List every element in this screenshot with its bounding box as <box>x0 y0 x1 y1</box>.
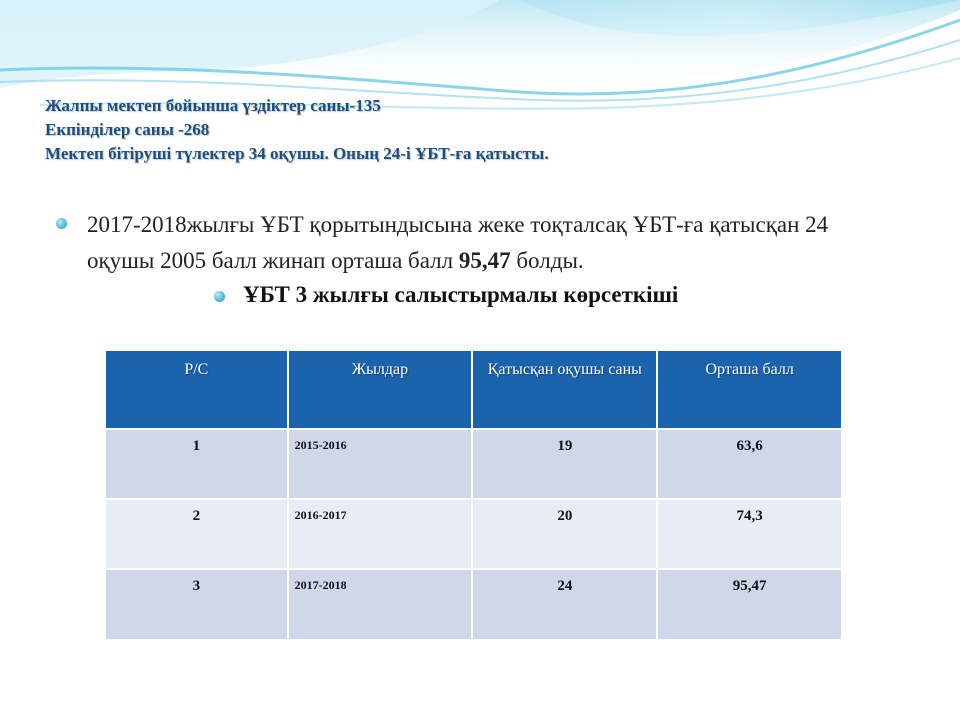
cell-number: 3 <box>106 569 288 639</box>
header-participants: Қатысқан оқушы саны <box>472 351 657 429</box>
paragraph-text-end: болды. <box>510 248 584 273</box>
average-score-highlight: 95,47 <box>458 248 511 273</box>
header-number: Р/С <box>106 351 288 429</box>
cell-number: 2 <box>106 499 288 569</box>
header-years: Жылдар <box>288 351 473 429</box>
graduates-info: Мектеп бітіруші түлектер 34 оқушы. Оның 24-і ҰБТ-ға қатысты. <box>45 144 549 163</box>
bullet-dot-icon <box>214 291 225 302</box>
cell-year: 2016-2017 <box>288 499 473 569</box>
cell-participants: 24 <box>472 569 657 639</box>
cell-average-score: 74,3 <box>657 499 841 569</box>
excellent-students-count: Жалпы мектеп бойынша үздіктер саны-135 <box>45 96 381 115</box>
table-header-row <box>106 351 841 429</box>
comparison-heading-text: ҰБТ 3 жылғы салыстырмалы көрсеткіші <box>243 282 679 307</box>
school-summary <box>45 94 549 166</box>
cell-year: 2015-2016 <box>288 429 473 499</box>
table-row <box>106 499 841 569</box>
cell-average-score: 95,47 <box>657 569 841 639</box>
cell-participants: 20 <box>472 499 657 569</box>
table-row <box>106 569 841 639</box>
cell-number: 1 <box>106 429 288 499</box>
good-students-count: Екпінділер саны -268 <box>45 120 210 139</box>
paragraph-text-start: 2017-2018жылғы ҰБТ қорытындысына жеке тоқталсақ ҰБТ-ға қатысқан 24 оқушы 2005 балл жинап орташа балл <box>87 212 829 273</box>
cell-year: 2017-2018 <box>288 569 473 639</box>
header-average-score: Орташа балл <box>657 351 841 429</box>
cell-participants: 19 <box>472 429 657 499</box>
cell-average-score: 63,6 <box>657 429 841 499</box>
bullet-dot-icon <box>56 218 67 229</box>
ubt-comparison-table <box>106 351 841 639</box>
table-row <box>106 429 841 499</box>
comparison-heading <box>214 282 678 308</box>
ubt-result-paragraph <box>56 207 856 279</box>
